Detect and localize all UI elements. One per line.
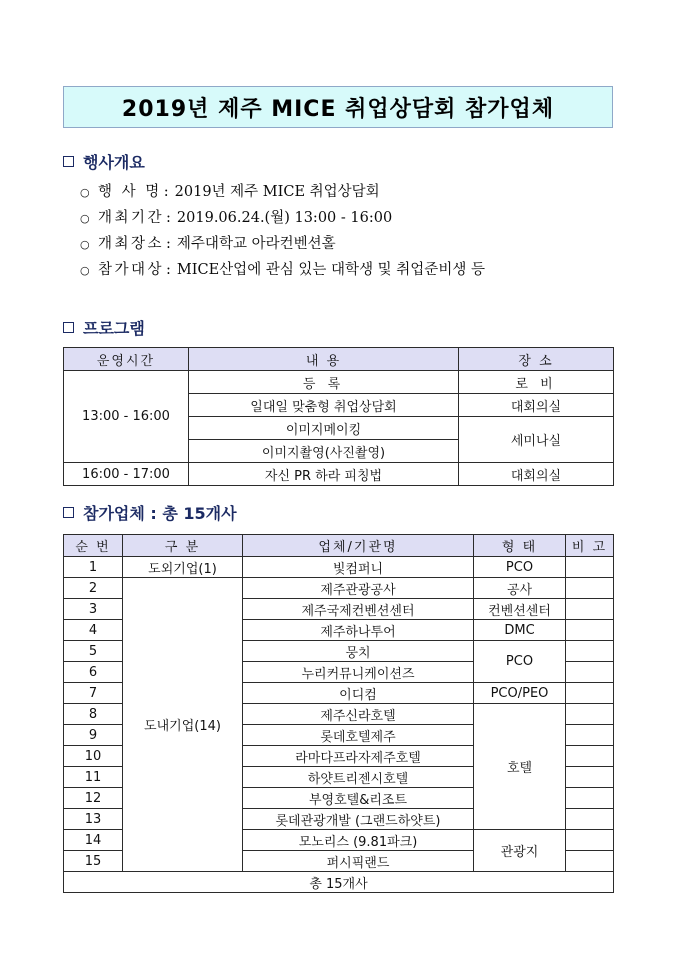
participant-no: 11 [64, 767, 123, 788]
program-cell-content: 자신 PR 하라 피칭법 [189, 463, 459, 486]
program-cell-place: 대회의실 [459, 463, 614, 486]
participant-name: 모노리스 (9.81파크) [243, 830, 474, 851]
participant-note [566, 851, 614, 872]
participant-note [566, 746, 614, 767]
program-col-place: 장 소 [459, 348, 614, 371]
overview-value: 2019년 제주 MICE 취업상담회 [174, 184, 380, 200]
participant-note [566, 599, 614, 620]
program-table-row [64, 371, 614, 394]
participant-name: 이디컴 [243, 683, 474, 704]
overview-value: 제주대학교 아라컨벤션홀 [176, 236, 336, 252]
participants-col-name: 업체/기관명 [243, 535, 474, 557]
page-title: 2019년 제주 MICE 취업상담회 참가업체 [121, 96, 555, 122]
participants-col-group: 구 분 [123, 535, 243, 557]
participant-name: 하얏트리젠시호텔 [243, 767, 474, 788]
participant-no: 6 [64, 662, 123, 683]
program-cell-place: 세미나실 [459, 417, 614, 463]
participant-no: 1 [64, 557, 123, 578]
program-table [63, 347, 614, 486]
participant-note [566, 662, 614, 683]
document-title-banner [63, 86, 613, 128]
participant-name: 뭉치 [243, 641, 474, 662]
participant-note [566, 767, 614, 788]
overview-item-event-name [80, 180, 625, 206]
program-cell-content: 등 록 [189, 371, 459, 394]
participant-no: 5 [64, 641, 123, 662]
program-cell-time: 13:00 - 16:00 [64, 371, 189, 463]
program-cell-content: 일대일 맞춤형 취업상담회 [189, 394, 459, 417]
square-bullet-icon [63, 322, 74, 333]
participant-type: 호텔 [474, 704, 566, 830]
circle-bullet-icon: ○ [80, 186, 90, 199]
participant-no: 2 [64, 578, 123, 599]
program-table-row [64, 463, 614, 486]
participant-no: 4 [64, 620, 123, 641]
overview-colon: : [166, 210, 171, 226]
participant-name: 누리커뮤니케이션즈 [243, 662, 474, 683]
overview-list [80, 180, 625, 284]
participant-name: 빛컴퍼니 [243, 557, 474, 578]
participant-no: 8 [64, 704, 123, 725]
participants-total: 총 15개사 [64, 872, 614, 893]
section-heading-overview [63, 150, 145, 173]
participant-group: 도내기업(14) [123, 578, 243, 872]
program-cell-place: 로 비 [459, 371, 614, 394]
overview-colon: : [166, 236, 171, 252]
participants-col-note: 비 고 [566, 535, 614, 557]
participant-no: 15 [64, 851, 123, 872]
program-cell-time: 16:00 - 17:00 [64, 463, 189, 486]
overview-value: 2019.06.24.(월) 13:00 - 16:00 [176, 210, 393, 226]
participant-type: PCO [474, 641, 566, 683]
participant-no: 13 [64, 809, 123, 830]
overview-label: 행 사 명 [98, 184, 162, 200]
participants-table-footer-row [64, 872, 614, 893]
participant-name: 롯데호텔제주 [243, 725, 474, 746]
program-cell-content: 이미지메이킹 [189, 417, 459, 440]
participant-name: 제주신라호텔 [243, 704, 474, 725]
program-cell-content: 이미지촬영(사진촬영) [189, 440, 459, 463]
square-bullet-icon [63, 507, 74, 518]
circle-bullet-icon: ○ [80, 212, 90, 225]
program-cell-place: 대회의실 [459, 394, 614, 417]
section-heading-participants [63, 501, 237, 524]
participant-name: 라마다프라자제주호텔 [243, 746, 474, 767]
overview-label: 개최장소 [98, 236, 165, 252]
section-heading-program-label: 프로그램 [83, 319, 145, 338]
participant-name: 부영호텔&리조트 [243, 788, 474, 809]
participant-note [566, 788, 614, 809]
section-heading-participants-label: 참가업체 : 총 15개사 [83, 504, 237, 523]
participant-no: 12 [64, 788, 123, 809]
table-row [64, 557, 614, 578]
participant-name: 제주하나투어 [243, 620, 474, 641]
overview-label: 개최기간 [98, 210, 165, 226]
participant-no: 14 [64, 830, 123, 851]
participant-note [566, 725, 614, 746]
program-table-header-row [64, 348, 614, 371]
participant-note [566, 557, 614, 578]
participant-type: 공사 [474, 578, 566, 599]
program-col-content: 내 용 [189, 348, 459, 371]
participant-note [566, 830, 614, 851]
participant-group: 도외기업(1) [123, 557, 243, 578]
participant-type: PCO/PEO [474, 683, 566, 704]
participant-no: 9 [64, 725, 123, 746]
participant-name: 제주관광공사 [243, 578, 474, 599]
square-bullet-icon [63, 156, 74, 167]
circle-bullet-icon: ○ [80, 264, 90, 277]
participant-name: 롯데관광개발 (그랜드하얏트) [243, 809, 474, 830]
participant-note [566, 641, 614, 662]
overview-item-audience [80, 258, 625, 284]
participant-type: DMC [474, 620, 566, 641]
circle-bullet-icon: ○ [80, 238, 90, 251]
participants-table [63, 534, 614, 893]
overview-colon: : [163, 184, 169, 200]
program-col-time: 운영시간 [64, 348, 189, 371]
participant-note [566, 620, 614, 641]
participant-note [566, 683, 614, 704]
overview-value: MICE산업에 관심 있는 대학생 및 취업준비생 등 [176, 262, 485, 278]
participant-name: 제주국제컨벤션센터 [243, 599, 474, 620]
table-row [64, 578, 614, 599]
participant-note [566, 578, 614, 599]
participants-table-header-row [64, 535, 614, 557]
section-heading-overview-label: 행사개요 [83, 153, 145, 172]
participant-no: 3 [64, 599, 123, 620]
overview-item-event-date [80, 206, 625, 232]
participant-type: 관광지 [474, 830, 566, 872]
participant-no: 7 [64, 683, 123, 704]
participant-type: 컨벤션센터 [474, 599, 566, 620]
section-heading-program [63, 316, 145, 339]
participant-name: 퍼시픽랜드 [243, 851, 474, 872]
participant-note [566, 809, 614, 830]
participants-col-no: 순 번 [64, 535, 123, 557]
participant-note [566, 704, 614, 725]
participant-no: 10 [64, 746, 123, 767]
overview-item-venue [80, 232, 625, 258]
participants-col-type: 형 태 [474, 535, 566, 557]
overview-colon: : [166, 262, 171, 278]
participant-type: PCO [474, 557, 566, 578]
overview-label: 참가대상 [98, 262, 165, 278]
